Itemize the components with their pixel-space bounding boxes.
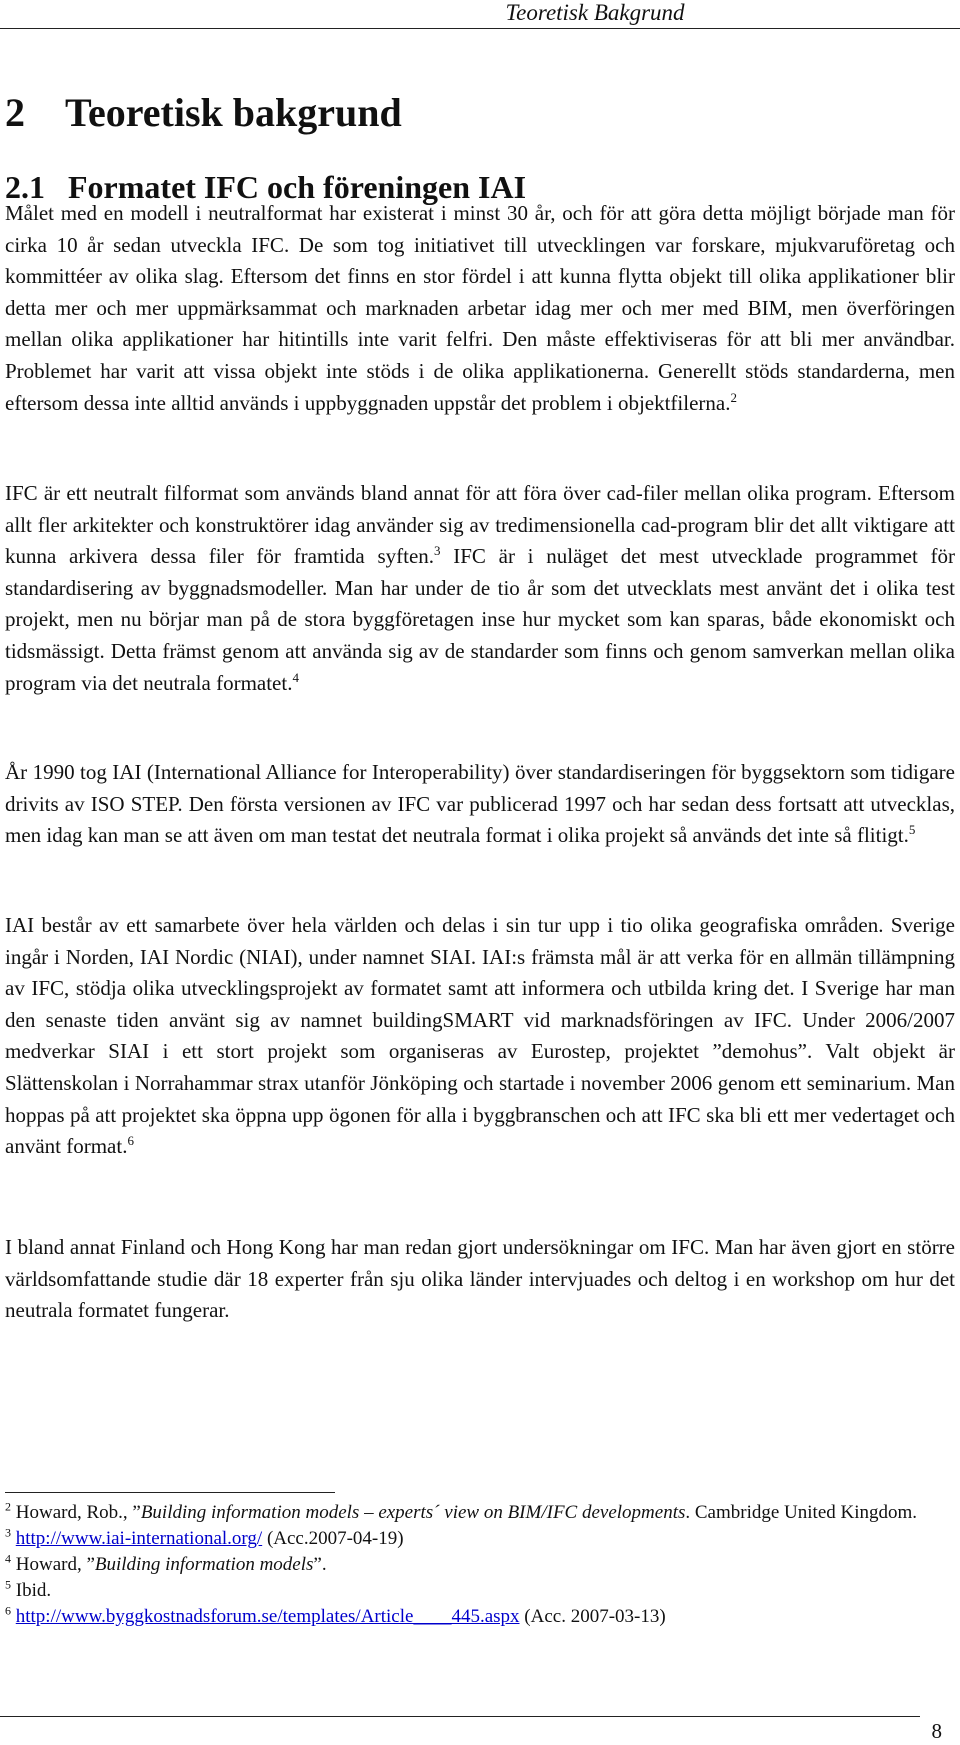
footnote-ref[interactable]: 5 bbox=[908, 822, 916, 838]
footnote-divider bbox=[5, 1492, 335, 1493]
running-header-title: Teoretisk Bakgrund bbox=[505, 0, 685, 25]
footnote-link[interactable]: http://www.byggkostnadsforum.se/templates/Article____445.aspx bbox=[15, 1606, 520, 1627]
paragraph-1 bbox=[5, 198, 955, 419]
paragraph-text: IAI består av ett samarbete över hela världen och delas i sin tur upp i tio olika geografiska områden. Sverige ingår i Norden, IAI Nordic (NIAI), under namnet SIAI. IAI:s främsta mål är att verka för en allmän tillämpning av IFC, stödja olika utvecklingsprojekt av formatet samt att informera och utbilda kring det. I Sverige har man den senaste tiden använt sig av namnet buildingSMART vid marknadsföringen av IFC. Under 2006/2007 medverkar SIAI i ett stort projekt som organiseras av Eurostep, projektet ”demohus”. Valt objekt är Slättenskolan i Norrahammar strax utanför Jönköping och startade i november 2006 genom ett seminarium. Man hoppas på att projektet ska öppna upp ögonen för alla i byggbranschen och att IFC ska bli ett mer vedertaget och använt format. bbox=[5, 913, 955, 1159]
paragraph-text: IFC är i nuläget det mest utvecklade programmet för standardisering av byggnadsmodeller. Man har under de tio år som det utvecklats mest använt det i olika test projekt, men nu börjar man på de stora byggföretagen inse hur mycket som kan sparas, både ekonomiskt och tidsmässigt. Detta främst genom att använda sig av de standarder som finns och genom samverkan mellan olika program via det neutrala formatet. bbox=[5, 544, 955, 695]
footnote-text: Ibid. bbox=[11, 1580, 52, 1601]
footnote-5 bbox=[5, 1578, 955, 1604]
footnote-text: Howard, Rob., ” bbox=[11, 1502, 141, 1523]
footnote-ref[interactable]: 4 bbox=[292, 669, 299, 685]
footnote-3 bbox=[5, 1526, 955, 1552]
footnote-number: 6 bbox=[5, 1603, 11, 1618]
section-number: 2.1 bbox=[5, 169, 45, 205]
footnote-text: ”. bbox=[313, 1554, 327, 1575]
footnote-6 bbox=[5, 1604, 955, 1630]
chapter-heading bbox=[5, 90, 402, 136]
paragraph-text: IFC är ett neutralt filformat som används bland annat för att föra över cad-filer mellan olika program. Eftersom allt fler arkitekter och konstruktörer idag använder sig av tredimensionella cad-program blir det allt viktigare att kunna arkivera dessa filer för framtida syften. bbox=[5, 481, 955, 569]
footnote-number: 5 bbox=[5, 1577, 11, 1592]
paragraph-text: År 1990 tog IAI (International Alliance for Interoperability) över standardiseringen för byggsektorn som tidigare drivits av ISO STEP. Den första versionen av IFC var publicerad 1997 och har sedan dess fortsatt att utvecklas, men idag kan man se att även om man testat det neutrala format i olika projekt så används det inte så flitigt. bbox=[5, 760, 955, 848]
paragraph-4 bbox=[5, 910, 955, 1163]
footnote-title: Building information models bbox=[94, 1554, 314, 1575]
paragraph-text: I bland annat Finland och Hong Kong har man redan gjort undersökningar om IFC. Man har även gjort en större världsomfattande studie där 18 experter från sju olika länder intervjuades och deltog i en workshop om hur det neutrala formatet fungerar. bbox=[5, 1235, 955, 1323]
paragraph-3 bbox=[5, 757, 955, 852]
footnote-ref[interactable]: 3 bbox=[434, 543, 441, 559]
paragraph-2 bbox=[5, 478, 955, 699]
footnote-text: (Acc.2007-04-19) bbox=[262, 1528, 404, 1549]
paragraph-5 bbox=[5, 1232, 955, 1327]
footnote-2 bbox=[5, 1500, 955, 1526]
footnote-title: Building information models – experts´ view on BIM/IFC developments bbox=[140, 1502, 686, 1523]
chapter-title: Teoretisk bakgrund bbox=[65, 90, 402, 135]
footnotes bbox=[5, 1500, 955, 1630]
footnote-number: 2 bbox=[5, 1499, 11, 1514]
footnote-text: Howard, ” bbox=[11, 1554, 95, 1575]
footer-divider bbox=[0, 1716, 920, 1717]
paragraph-text: Målet med en modell i neutralformat har existerat i minst 30 år, och för att göra detta möjligt började man för cirka 10 år sedan utveckla IFC. De som tog initiativet till utvecklingen var forskare, mjukvaruföretag och kommittéer av olika slag. Eftersom det finns en stor fördel i att kunna flytta objekt till olika applikationer blir detta mer och mer uppmärksammat och marknaden arbetar idag mer och mer med BIM, men överföringen mellan olika applikationer har hitintills inte varit felfri. Den måste effektiviseras för att bli mer användbar. Problemet har varit att vissa objekt inte stöds i de olika applikationerna. Generellt stöds standarderna, men eftersom dessa inte alltid används i uppbyggnaden uppstår det problem i objektfilerna. bbox=[5, 201, 955, 415]
footnote-ref[interactable]: 6 bbox=[127, 1133, 134, 1149]
footnote-text: . Cambridge United Kingdom. bbox=[685, 1502, 918, 1523]
footnote-link[interactable]: http://www.iai-international.org/ bbox=[15, 1528, 263, 1549]
section-title: Formatet IFC och föreningen IAI bbox=[68, 169, 527, 205]
footnote-number: 3 bbox=[5, 1525, 11, 1540]
footnote-number: 4 bbox=[5, 1551, 11, 1566]
page-number: 8 bbox=[931, 1719, 942, 1743]
running-header bbox=[0, 0, 960, 29]
chapter-number: 2 bbox=[5, 90, 25, 135]
footnote-ref[interactable]: 2 bbox=[730, 389, 737, 405]
footnote-text: (Acc. 2007-03-13) bbox=[519, 1606, 666, 1627]
footnote-4 bbox=[5, 1552, 955, 1578]
